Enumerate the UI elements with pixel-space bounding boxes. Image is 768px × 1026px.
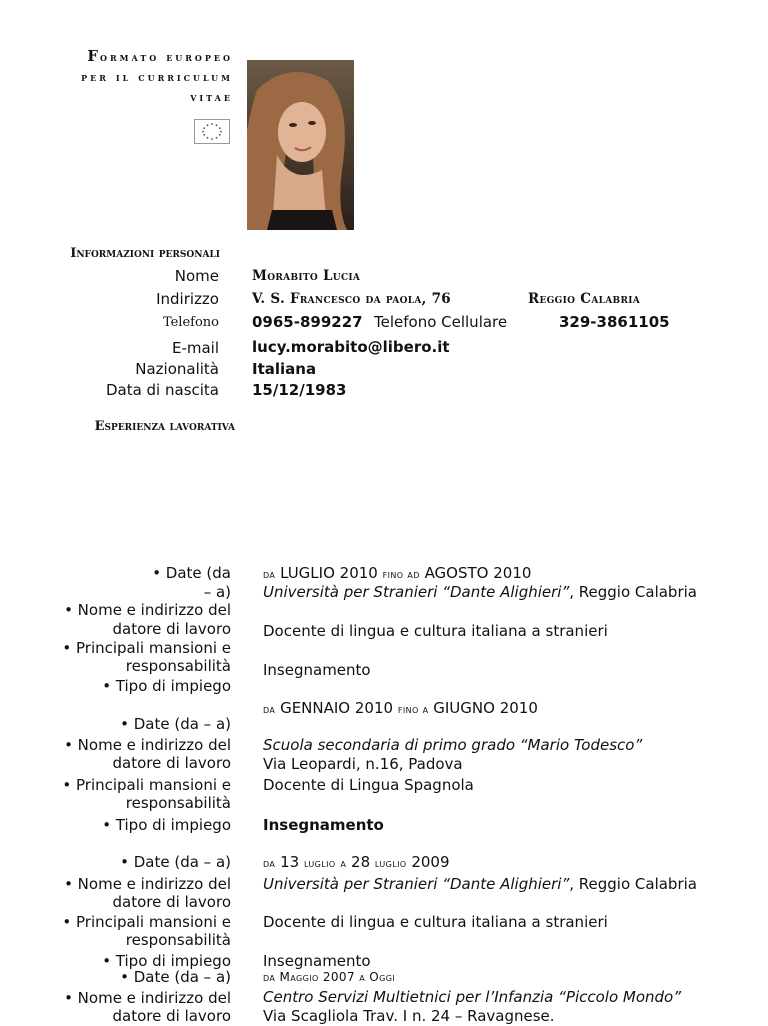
employer-label-cont: datore di lavoro	[112, 754, 231, 772]
entry2-date: da GENNAIO 2010 fino a GIUGNO 2010	[263, 699, 538, 717]
type-label: • Tipo di impiego	[102, 952, 231, 970]
entry4-employer: Centro Servizi Multietnici per l’Infanzia “Piccolo Mondo”	[263, 988, 682, 1006]
entry3-duties: Docente di lingua e cultura italiana a stranieri	[263, 913, 608, 931]
date-label: • Date (da	[152, 564, 231, 582]
name-value: Morabito Lucia	[252, 268, 361, 284]
address-label: Indirizzo	[156, 290, 219, 308]
type-label: • Tipo di impiego	[102, 677, 231, 695]
mobile-label: Telefono Cellulare	[374, 313, 508, 331]
nationality-value: Italiana	[252, 360, 317, 378]
duties-label-cont: responsabilità	[125, 931, 231, 949]
profile-photo	[247, 60, 354, 230]
date-label: • Date (da – a)	[120, 715, 231, 733]
duties-label: • Principali mansioni e	[62, 639, 231, 657]
phone-label: Telefono	[162, 315, 219, 330]
title-line2: per il curriculum	[81, 70, 233, 84]
employer-label: • Nome e indirizzo del	[64, 875, 231, 893]
entry2-employer: Scuola secondaria di primo grado “Mario Todesco”	[263, 736, 643, 754]
employer-label-cont: datore di lavoro	[112, 620, 231, 638]
employer-label: • Nome e indirizzo del	[64, 601, 231, 619]
mobile-value: 329-3861105	[559, 313, 670, 331]
cv-title	[13, 46, 233, 107]
entry3-date: da 13 luglio a 28 luglio 2009	[263, 853, 450, 871]
section-work-experience: Esperienza lavorativa	[94, 419, 235, 434]
title-line3: vitae	[190, 90, 233, 104]
duties-label: • Principali mansioni e	[62, 913, 231, 931]
email-label: E-mail	[171, 339, 219, 357]
eu-flag-icon	[194, 119, 230, 144]
entry2-type: Insegnamento	[263, 816, 384, 834]
title-line1: ormato europeo	[100, 50, 233, 64]
title-initial: F	[87, 47, 101, 65]
entry3-employer: Università per Stranieri “Dante Alighieri”, Reggio Calabria	[263, 875, 697, 893]
entry1-employer: Università per Stranieri “Dante Alighieri”, Reggio Calabria	[263, 583, 697, 601]
email-value: lucy.morabito@libero.it	[252, 338, 450, 356]
birth-value: 15/12/1983	[252, 381, 347, 399]
employer-label: • Nome e indirizzo del	[64, 736, 231, 754]
phone-value: 0965-899227	[252, 313, 363, 331]
entry2-duties: Docente di Lingua Spagnola	[263, 776, 474, 794]
birth-label: Data di nascita	[105, 381, 219, 399]
entry1-duties: Docente di lingua e cultura italiana a stranieri	[263, 622, 608, 640]
section-personal-info: Informazioni personali	[70, 246, 220, 261]
nationality-label: Nazionalità	[135, 360, 219, 378]
type-label: • Tipo di impiego	[102, 816, 231, 834]
entry1-date: da LUGLIO 2010 fino ad AGOSTO 2010	[263, 564, 532, 582]
entry3-type: Insegnamento	[263, 952, 371, 970]
duties-label: • Principali mansioni e	[62, 776, 231, 794]
employer-label-cont: datore di lavoro	[112, 893, 231, 911]
entry4-employer-address: Via Scagliola Trav. I n. 24 – Ravagnese.	[263, 1007, 555, 1025]
address-city: Reggio Calabria	[528, 291, 641, 307]
name-label: Nome	[174, 267, 219, 285]
date-label: • Date (da – a)	[120, 853, 231, 871]
employer-label: • Nome e indirizzo del	[64, 989, 231, 1007]
entry4-date: da Maggio 2007 a Oggi	[263, 970, 396, 984]
employer-label-cont: datore di lavoro	[112, 1007, 231, 1025]
entry1-type: Insegnamento	[263, 661, 371, 679]
date-label-cont: – a)	[203, 583, 231, 601]
entry2-employer-address: Via Leopardi, n.16, Padova	[263, 755, 463, 773]
address-value: V. S. Francesco da paola, 76	[252, 291, 452, 307]
date-label: • Date (da – a)	[120, 968, 231, 986]
duties-label-cont: responsabilità	[125, 794, 231, 812]
duties-label-cont: responsabilità	[125, 657, 231, 675]
